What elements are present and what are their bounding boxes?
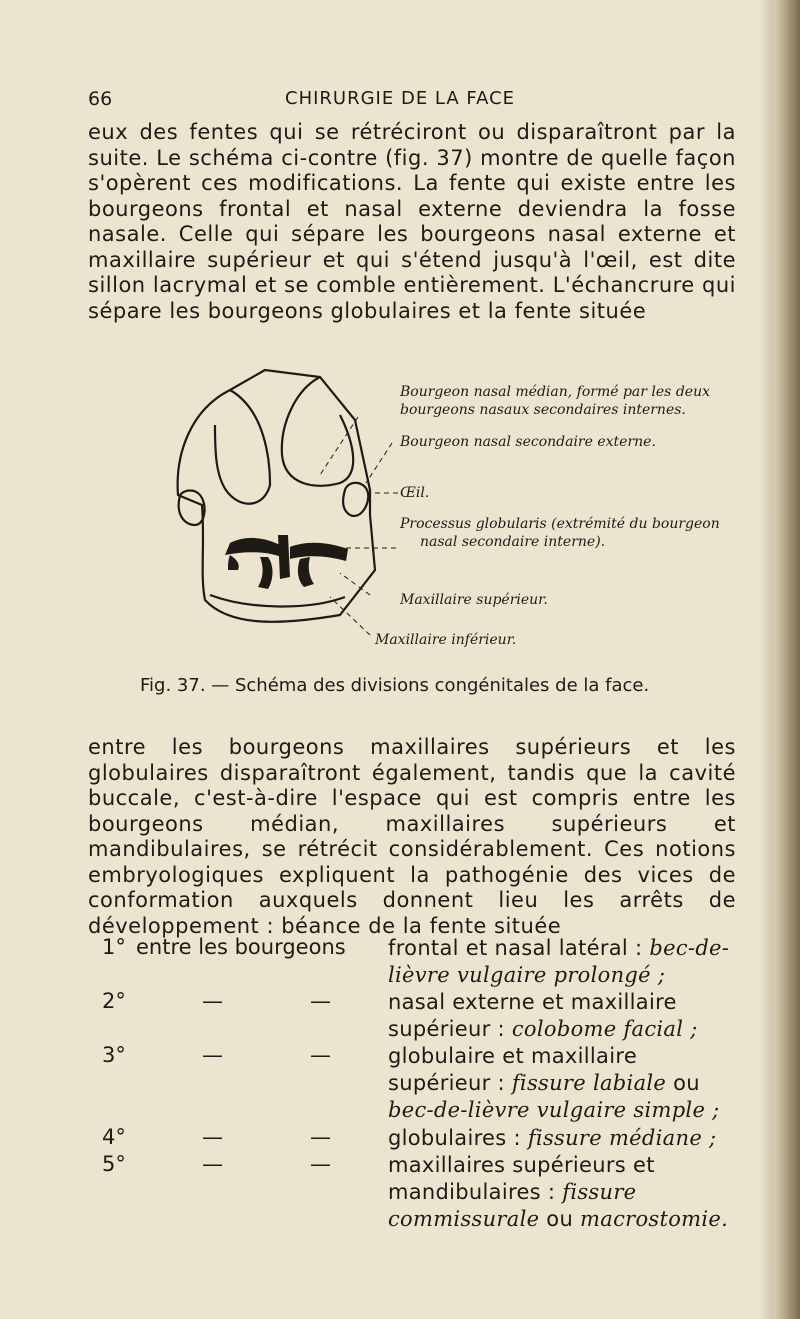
list-number: 3° (102, 1043, 126, 1067)
figure-caption: Fig. 37. — Schéma des divisions congénitales de la face. (140, 675, 650, 696)
list-text-1: frontal et nasal latéral : bec-de-lièvre vulgaire prolongé ; (388, 936, 730, 987)
list-text-2: nasal externe et maxillaire supérieur : colobome facial ; (388, 990, 698, 1041)
label-maxillaire-sup: Maxillaire supérieur. (400, 592, 548, 608)
ditto-mark: — (202, 1125, 223, 1149)
leader-lines (270, 417, 398, 635)
label-nasal-externe: Bourgeon nasal secondaire externe. (400, 434, 656, 450)
page-shadow (760, 0, 774, 1319)
face-outline (178, 370, 375, 622)
diagnosis: bec-de-lièvre vulgaire prolongé ; (388, 936, 730, 987)
paragraph-2: entre les bourgeons maxillaires supérieurs et les globulaires disparaîtront également, tandis que la cavité buccale, c'est-à-dire l'espace qui est compris entre les bourgeons médian, maxillaires supérieurs et mandibulaires, se rétrécit considérablement. Ces notions embryologiques expliquent la pathogénie des vices de conformation auxquels donnent lieu les arrêts de développement : béance de la fente située (88, 735, 736, 938)
list-number: 5° (102, 1152, 126, 1176)
label-oeil: Œil. (400, 485, 430, 501)
label-maxillaire-inf: Maxillaire inférieur. (375, 632, 517, 648)
diagnosis: fissure commissurale (388, 1180, 637, 1231)
list-number: 2° (102, 989, 126, 1013)
right-eye (343, 483, 368, 516)
diagnosis: macrostomie. (580, 1207, 729, 1231)
ditto-mark: — (202, 1152, 223, 1176)
diagnosis: fissure labiale (511, 1071, 667, 1095)
label-nasal-median-2: bourgeons nasaux secondaires internes. (400, 402, 686, 418)
label-processus-1: Processus globularis (extrémité du bourgeon (400, 516, 720, 532)
ditto-mark: — (310, 1152, 331, 1176)
label-nasal-median-1: Bourgeon nasal médian, formé par les deux (400, 384, 710, 400)
label-processus-2: nasal secondaire interne). (420, 534, 606, 550)
page-number: 66 (88, 88, 113, 110)
ditto-mark: — (310, 989, 331, 1013)
diagnosis: fissure médiane ; (527, 1126, 717, 1150)
ditto-mark: — (310, 1125, 331, 1149)
diagnosis: bec-de-lièvre vulgaire simple ; (388, 1098, 720, 1122)
ditto-mark: — (202, 1043, 223, 1067)
list-text-4: globulaires : fissure médiane ; (388, 1126, 717, 1150)
mandible-line (210, 595, 345, 607)
list-text-5: maxillaires supérieurs et mandibulaires : fissure commissurale ou macrostomie. (388, 1153, 729, 1231)
list-lead: entre les bourgeons (136, 935, 346, 959)
paragraph-1: eux des fentes qui se rétréciront ou disparaîtront par la suite. Le schéma ci-contre (fig. 37) montre de quelle façon s'opèrent ces modifications. La fente qui existe entre les bourgeons frontal et nasal externe deviendra la fosse nasale. Celle qui sépare les bourgeons nasal externe et maxillaire supérieur et qui s'étend jusqu'à l'œil, est dite sillon lacrymal et se comble entièrement. L'échancrure qui sépare les bourgeons globulaires et la fente située (88, 120, 736, 323)
diagnosis: colobome facial ; (511, 1017, 698, 1041)
book-spine (774, 0, 800, 1319)
ditto-mark: — (202, 989, 223, 1013)
figure-37 (170, 365, 730, 665)
globular-processes (225, 535, 348, 589)
right-nasal-lobe (282, 377, 353, 486)
left-nasal-lobe (215, 390, 270, 504)
left-eye (179, 491, 205, 526)
list-number: 4° (102, 1125, 126, 1149)
ditto-mark: — (310, 1043, 331, 1067)
list-text-3: globulaire et maxillaire supérieur : fissure labiale ou bec-de-lièvre vulgaire simple ; (388, 1044, 720, 1122)
list-number: 1° (102, 935, 126, 959)
running-title: CHIRURGIE DE LA FACE (285, 88, 516, 109)
